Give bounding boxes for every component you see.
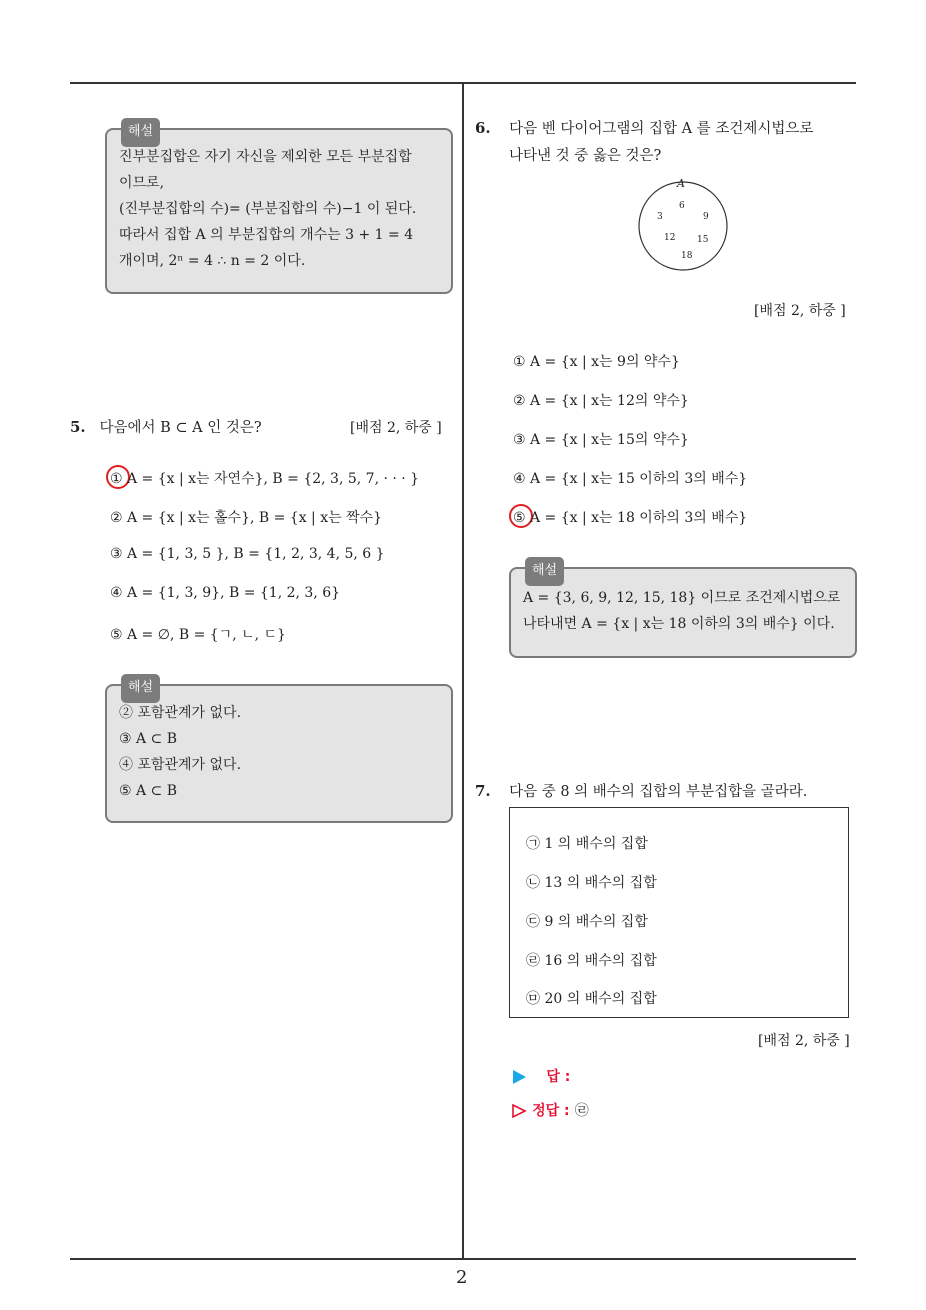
- correct-answer-label: 정답 :: [532, 1103, 570, 1119]
- score-label: [배점 2, 하중 ]: [758, 1033, 850, 1049]
- question-7: [475, 780, 807, 801]
- solution-line: 따라서 집합 A 의 부분집합의 개수는 3 + 1 = 4: [119, 227, 414, 243]
- option-3[interactable]: ③ A = {1, 3, 5 }, B = {1, 2, 3, 4, 5, 6 }: [110, 546, 385, 562]
- solution-line: 개이며, 2ⁿ = 4 ∴ n = 2 이다.: [119, 253, 306, 269]
- venn-element: 6: [679, 201, 685, 211]
- solution-line: 이므로,: [119, 175, 165, 191]
- solution-line: ⑤ A ⊂ B: [119, 783, 178, 799]
- solution-line: 진부분집합은 자기 자신을 제외한 모든 부분집합: [119, 149, 412, 165]
- option-2[interactable]: ② A = {x | x는 12의 약수}: [513, 393, 689, 409]
- correct-answer-value: ㉣: [574, 1103, 589, 1119]
- score-label: [배점 2, 하중 ]: [350, 420, 442, 436]
- score-label: [배점 2, 하중 ]: [754, 303, 846, 319]
- venn-element: 15: [697, 235, 709, 245]
- solution-tag: 해설: [121, 674, 160, 703]
- solution-box-5: [105, 680, 453, 823]
- correct-answer-line: [511, 1100, 589, 1120]
- solution-tag: 해설: [121, 118, 160, 147]
- question-number: 6.: [475, 119, 491, 137]
- option-4[interactable]: ④ A = {1, 3, 9}, B = {1, 2, 3, 6}: [110, 585, 341, 601]
- bottom-rule: [70, 1258, 856, 1260]
- answer-line[interactable]: [513, 1066, 570, 1086]
- page-number: 2: [456, 1267, 468, 1288]
- option-5[interactable]: ⑤ A = ∅, B = {ㄱ, ㄴ, ㄷ}: [110, 627, 286, 643]
- column-divider: [462, 83, 464, 1259]
- solution-line: A = {3, 6, 9, 12, 15, 18} 이므로 조건제시법으로: [523, 590, 841, 606]
- question-number: 7.: [475, 782, 491, 800]
- question-5: [70, 416, 262, 437]
- solution-line: ④ 포함관계가 없다.: [119, 757, 242, 773]
- solution-box-1: [105, 124, 453, 294]
- solution-line: (진부분집합의 수)= (부분집합의 수)−1 이 된다.: [119, 201, 417, 217]
- outline-arrow-icon: [511, 1103, 527, 1119]
- question-text-line1: 다음 벤 다이어그램의 집합 A 를 조건제시법으로: [509, 121, 814, 137]
- option-3[interactable]: ③ A = {x | x는 15의 약수}: [513, 432, 689, 448]
- solution-line: ② 포함관계가 없다.: [119, 705, 242, 721]
- venn-element: 12: [664, 233, 676, 243]
- solution-box-6: [509, 563, 857, 658]
- question-number: 5.: [70, 418, 86, 436]
- question-6: [475, 117, 813, 138]
- option-1[interactable]: ① A = {x | x는 자연수}, B = {2, 3, 5, 7, · · · }: [110, 471, 420, 487]
- option-5[interactable]: ⑤ A = {x | x는 18 이하의 3의 배수}: [513, 510, 748, 526]
- question-text: 다음 중 8 의 배수의 집합의 부분집합을 골라라.: [509, 784, 808, 800]
- venn-element: 18: [681, 251, 693, 261]
- choice-4[interactable]: ㉣ 16 의 배수의 집합: [526, 953, 657, 969]
- venn-set-label: A: [677, 177, 685, 190]
- question-text-line2: 나타낸 것 중 옳은 것은?: [509, 148, 662, 164]
- venn-diagram: [636, 174, 730, 274]
- choice-3[interactable]: ㉢ 9 의 배수의 집합: [526, 914, 648, 930]
- question-text: 다음에서 B ⊂ A 인 것은?: [99, 420, 262, 436]
- solution-line: ③ A ⊂ B: [119, 731, 178, 747]
- venn-element: 9: [703, 212, 709, 222]
- play-arrow-icon: [513, 1070, 526, 1084]
- option-2[interactable]: ② A = {x | x는 홀수}, B = {x | x는 짝수}: [110, 510, 383, 526]
- answer-label: 답 :: [546, 1069, 571, 1085]
- solution-line: 나타내면 A = {x | x는 18 이하의 3의 배수} 이다.: [523, 616, 835, 632]
- solution-tag: 해설: [525, 557, 564, 586]
- choice-1[interactable]: ㉠ 1 의 배수의 집합: [526, 836, 648, 852]
- venn-element: 3: [657, 212, 663, 222]
- option-4[interactable]: ④ A = {x | x는 15 이하의 3의 배수}: [513, 471, 748, 487]
- choice-5[interactable]: ㉤ 20 의 배수의 집합: [526, 991, 657, 1007]
- option-1[interactable]: ① A = {x | x는 9의 약수}: [513, 354, 680, 370]
- choice-2[interactable]: ㉡ 13 의 배수의 집합: [526, 875, 657, 891]
